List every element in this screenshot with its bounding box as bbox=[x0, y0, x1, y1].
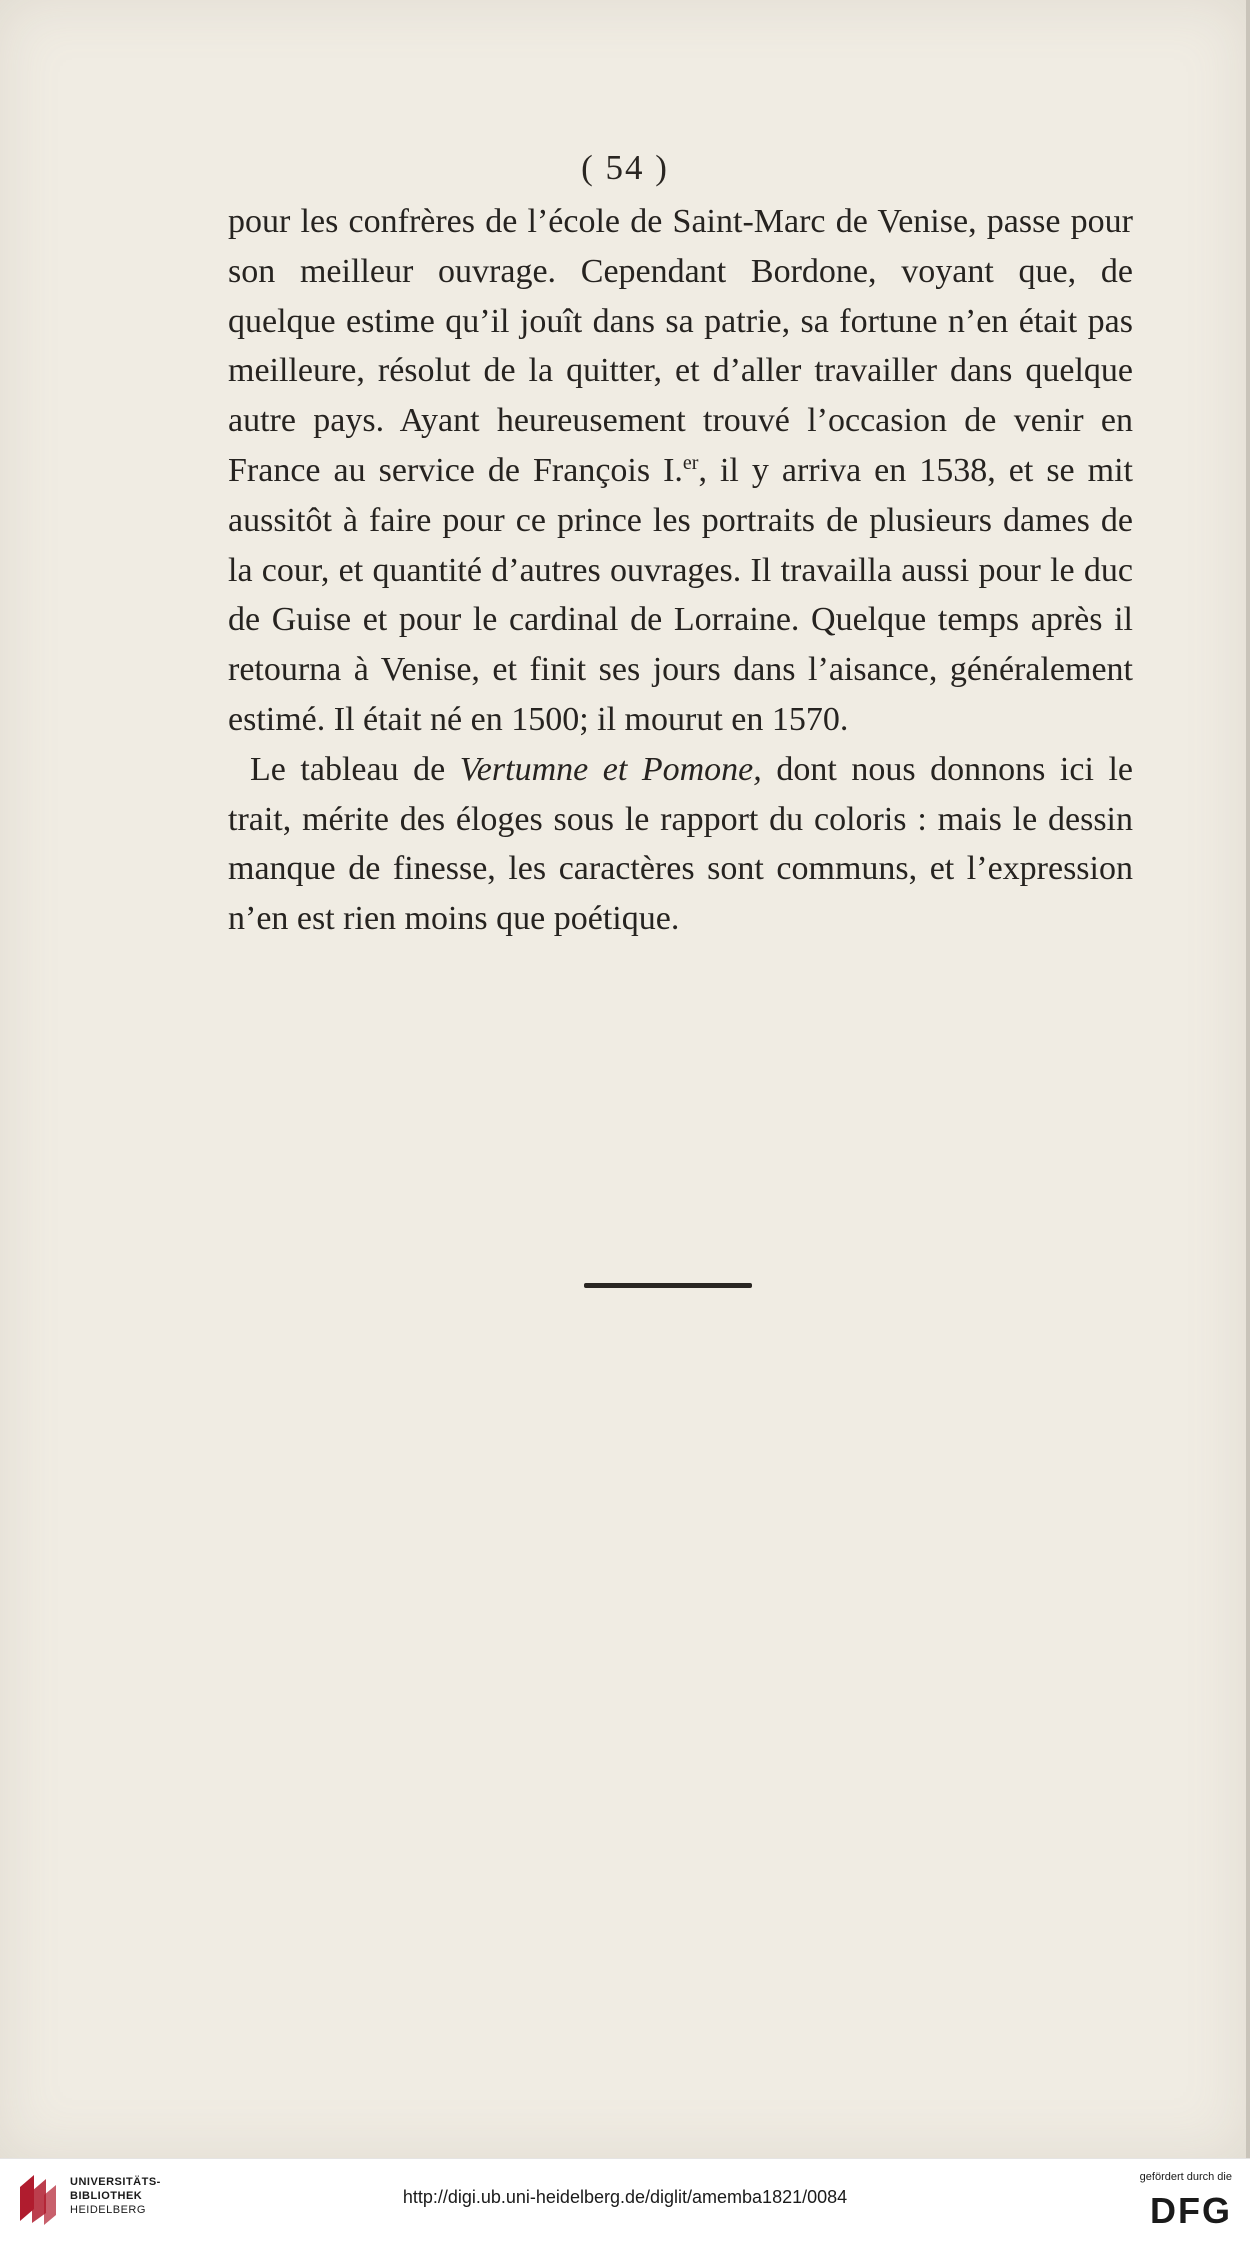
body-text bbox=[228, 197, 1133, 944]
page-number: ( 54 ) bbox=[581, 148, 669, 187]
paragraph-1-text: pour les confrères de l’école de Saint-Marc de Venise, passe pour son meilleur ouvrage. Cependant Bordone, voyant que, de quelque estime qu’il jouît dans sa patrie, sa fortune n’en était pas meilleure, résolut de la quitter, et d’aller travailler dans quelque autre pays. Ayant heureusement trouvé l’occasion de venir en France au service de François I. bbox=[228, 203, 1133, 489]
library-name-line-1: UNIVERSITÄTS- bbox=[70, 2176, 161, 2188]
footer-bar bbox=[0, 2158, 1250, 2246]
paragraph-1-text-cont: , il y arriva en 1538, et se mit aussitôt à faire pour ce prince les portraits de plusieurs dames de la cour, et quantité d’autres ouvrages. Il travailla aussi pour le duc de Guise et pour le cardinal de Lorraine. Quelque temps après il retourna à Venise, et finit ses jours dans l’aisance, généralement estimé. Il était né en 1500; il mourut en 1570. bbox=[228, 451, 1133, 738]
permalink-url[interactable]: http://digi.ub.uni-heidelberg.de/diglit/amemba1821/0084 bbox=[402, 2187, 848, 2207]
library-name-line-2: BIBLIOTHEK bbox=[70, 2190, 143, 2202]
library-name-line-3: HEIDELBERG bbox=[70, 2204, 146, 2216]
superscript-er: er bbox=[682, 451, 699, 474]
funding-caption: gefördert durch die bbox=[1139, 2171, 1232, 2183]
section-rule bbox=[584, 1283, 752, 1288]
paragraph-2-text: dont nous donnons ici le trait, mérite des éloges sous le rapport du coloris : mais le dessin manque de finesse, les caractères sont communs, et l’expression n’en est rien moins que poétique. bbox=[228, 750, 1133, 938]
dfg-logo: DFG bbox=[1150, 2190, 1232, 2231]
painting-title: Vertumne et Pomone, bbox=[459, 750, 762, 788]
paragraph-2-lead: Le tableau de bbox=[250, 750, 460, 788]
paragraph-2 bbox=[228, 745, 1133, 944]
paragraph-1 bbox=[228, 197, 1133, 745]
